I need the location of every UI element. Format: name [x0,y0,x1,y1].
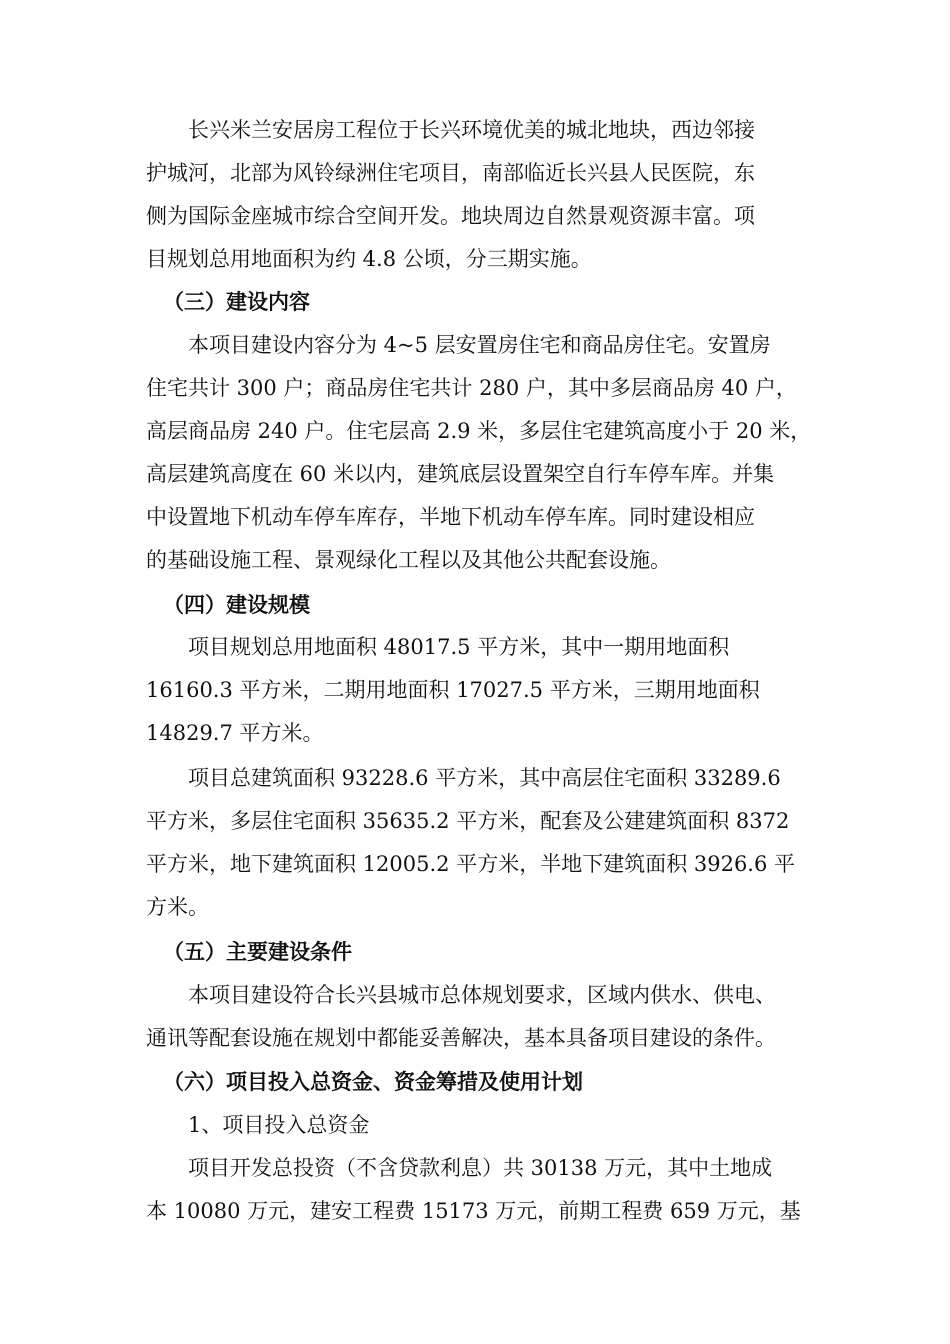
heading-construction-content: （三）建设内容 [163,289,310,314]
heading-construction-scale: （四）建设规模 [163,592,310,617]
paragraph-content-line-2: 住宅共计 300 户；商品房住宅共计 280 户，其中多层商品房 40 户， [146,376,797,400]
paragraph-land-area-line-3: 14829.7 平方米。 [146,721,324,745]
subheading-total-investment: 1、项目投入总资金 [188,1113,370,1137]
paragraph-investment-line-1: 项目开发总投资（不含贷款利息）共 30138 万元，其中土地成 [188,1156,773,1180]
paragraph-location-line-2: 护城河，北部为风铃绿洲住宅项目，南部临近长兴县人民医院，东 [146,161,755,185]
paragraph-building-area-line-3: 平方米，地下建筑面积 12005.2 平方米，半地下建筑面积 3926.6 平 [146,852,796,876]
paragraph-content-line-5: 中设置地下机动车停车库存，半地下机动车停车库。同时建设相应 [146,505,755,529]
paragraph-building-area-line-4: 方米。 [146,895,209,919]
paragraph-content-line-3: 高层商品房 240 户。住宅层高 2.9 米，多层住宅建筑高度小于 20 米， [146,419,812,443]
paragraph-content-line-6: 的基础设施工程、景观绿化工程以及其他公共配套设施。 [146,548,671,572]
heading-main-conditions: （五）主要建设条件 [163,939,352,964]
paragraph-land-area-line-1: 项目规划总用地面积 48017.5 平方米，其中一期用地面积 [188,635,730,659]
paragraph-conditions-line-1: 本项目建设符合长兴县城市总体规划要求，区域内供水、供电、 [188,983,776,1007]
paragraph-conditions-line-2: 通讯等配套设施在规划中都能妥善解决，基本具备项目建设的条件。 [146,1026,776,1050]
paragraph-location-line-4: 目规划总用地面积为约 4.8 公顷，分三期实施。 [146,247,592,271]
paragraph-land-area-line-2: 16160.3 平方米，二期用地面积 17027.5 平方米，三期用地面积 [146,678,760,702]
paragraph-building-area-line-1: 项目总建筑面积 93228.6 平方米，其中高层住宅面积 33289.6 [188,766,781,790]
paragraph-content-line-4: 高层建筑高度在 60 米以内，建筑底层设置架空自行车停车库。并集 [146,462,775,486]
paragraph-investment-line-2: 本 10080 万元，建安工程费 15173 万元，前期工程费 659 万元，基 [146,1199,801,1223]
paragraph-building-area-line-2: 平方米，多层住宅面积 35635.2 平方米，配套及公建建筑面积 8372 [146,809,790,833]
paragraph-content-line-1: 本项目建设内容分为 4~5 层安置房住宅和商品房住宅。安置房 [188,333,771,357]
paragraph-location-line-1: 长兴米兰安居房工程位于长兴环境优美的城北地块，西边邻接 [188,118,755,142]
heading-investment-plan: （六）项目投入总资金、资金筹措及使用计划 [163,1069,583,1094]
paragraph-location-line-3: 侧为国际金座城市综合空间开发。地块周边自然景观资源丰富。项 [146,204,755,228]
